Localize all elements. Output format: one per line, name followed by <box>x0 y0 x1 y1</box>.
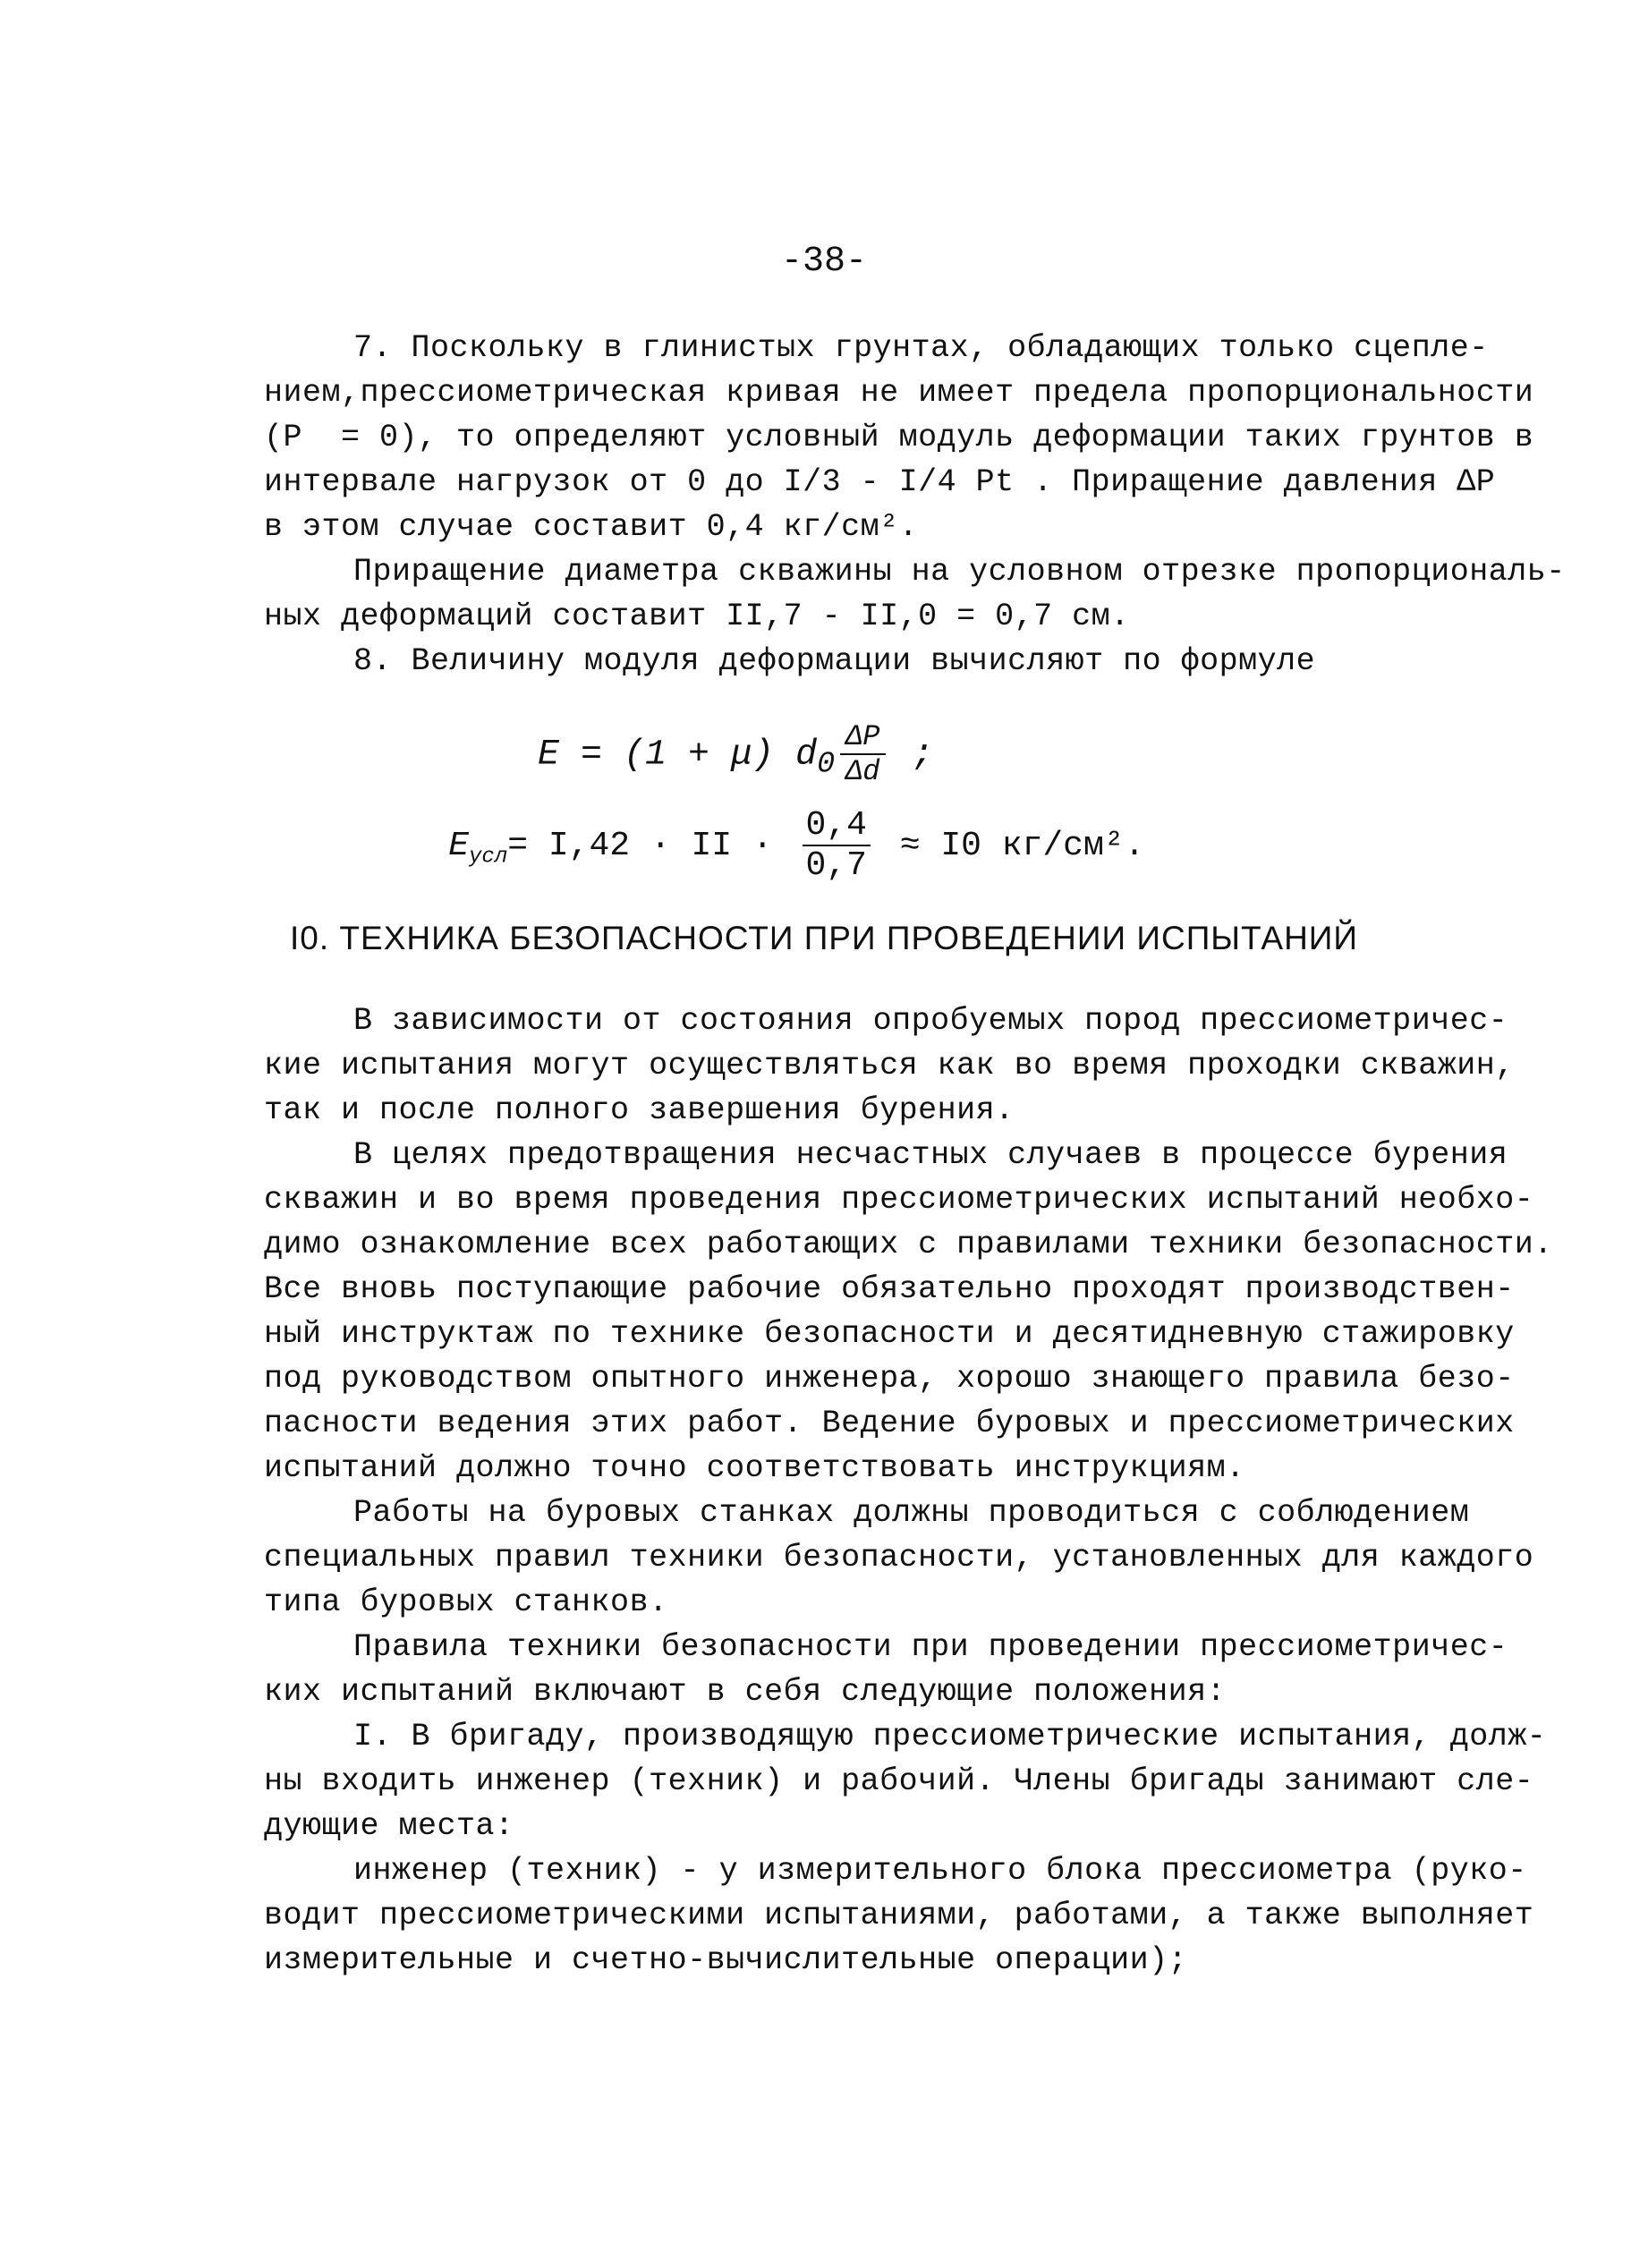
text-line: димо ознакомление всех работающих с правилами техники безопасности. <box>264 1227 1553 1262</box>
formula-subscript: усл <box>469 845 508 870</box>
fraction-denominator: 0,7 <box>805 846 867 885</box>
formula-fraction <box>803 806 871 885</box>
fraction-numerator: ΔP <box>840 720 885 755</box>
text-line: типа буровых станков. <box>264 1584 668 1620</box>
text-line: так и после полного завершения бурения. <box>264 1092 1015 1128</box>
text-line: испытаний должно точно соответствовать инструкциям. <box>264 1450 1245 1486</box>
text-line: нием,прессиометрическая кривая не имеет предела пропорциональности <box>264 375 1534 411</box>
text-line: пасности ведения этих работ. Ведение буровых и прессиометрических <box>264 1406 1515 1441</box>
text-line: ны входить инженер (техник) и рабочий. Члены бригады занимают сле- <box>264 1763 1534 1799</box>
text-line: специальных правил техники безопасности, установленных для каждого <box>264 1540 1534 1576</box>
text-line: интервале нагрузок от 0 до I/3 - I/4 Pt . Приращение давления ΔP <box>264 464 1496 500</box>
text-line: скважин и во время проведения прессиометрических испытаний необхо- <box>264 1182 1534 1218</box>
fraction-numerator: 0,4 <box>803 806 871 846</box>
text-line: ных деформаций составит II,7 - II,0 = 0,7 см. <box>264 599 1130 634</box>
fraction-denominator: Δd <box>845 755 880 788</box>
text-line: 8. Величину модуля деформации вычисляют по формуле <box>353 643 1316 679</box>
text-line: инженер (техник) - у измерительного блока прессиометра (руко- <box>353 1853 1527 1889</box>
text-line: 7. Поскольку в глинистых грунтах, обладающих только сцепле- <box>353 330 1489 366</box>
text-line: в этом случае составит 0,4 кг/см². <box>264 509 919 545</box>
text-line: дующие места: <box>264 1808 514 1844</box>
text-line: измерительные и счетно-вычислительные операции); <box>264 1942 1188 1978</box>
formula-middle: = I,42 · II · <box>507 827 794 866</box>
text-line: I. В бригаду, производящую прессиометрические испытания, долж- <box>353 1719 1547 1754</box>
text-line: водит прессиометрическими испытаниями, работами, а также выполняет <box>264 1898 1534 1933</box>
formula-subscript: 0 <box>817 747 836 782</box>
section-heading: I0. ТЕХНИКА БЕЗОПАСНОСТИ ПРИ ПРОВЕДЕНИИ ИСПЫТАНИЙ <box>290 920 1358 956</box>
text-line: (Р = 0), то определяют условный модуль деформации таких грунтов в <box>264 420 1534 455</box>
text-line: Работы на буровых станках должны проводиться с соблюдением <box>353 1495 1470 1531</box>
formula-lhs: E = (1 + μ) d <box>538 735 818 776</box>
text-line: Правила техники безопасности при проведении прессиометричес- <box>353 1629 1508 1665</box>
formula-tail: ; <box>890 735 934 776</box>
formula-lhs: E <box>448 827 470 866</box>
text-line: Приращение диаметра скважины на условном отрезке пропорциональ- <box>353 554 1566 590</box>
text-line: кие испытания могут осуществляться как во время проходки скважин, <box>264 1048 1515 1083</box>
text-line: В целях предотвращения несчастных случаев в процессе бурения <box>353 1137 1508 1173</box>
text-line: под руководством опытного инженера, хорошо знающего правила безо- <box>264 1361 1515 1397</box>
text-line: ный инструктаж по технике безопасности и десятидневную стажировку <box>264 1316 1515 1352</box>
text-line: ких испытаний включают в себя следующие положения: <box>264 1674 1227 1710</box>
page-number: -38- <box>780 242 867 282</box>
text-line: Все вновь поступающие рабочие обязательно проходят производствен- <box>264 1271 1515 1307</box>
formula-tail: ≈ I0 кг/см². <box>879 827 1145 866</box>
text-line: В зависимости от состояния опробуемых пород прессиометричес- <box>353 1003 1508 1039</box>
formula-calculation <box>367 768 1144 923</box>
